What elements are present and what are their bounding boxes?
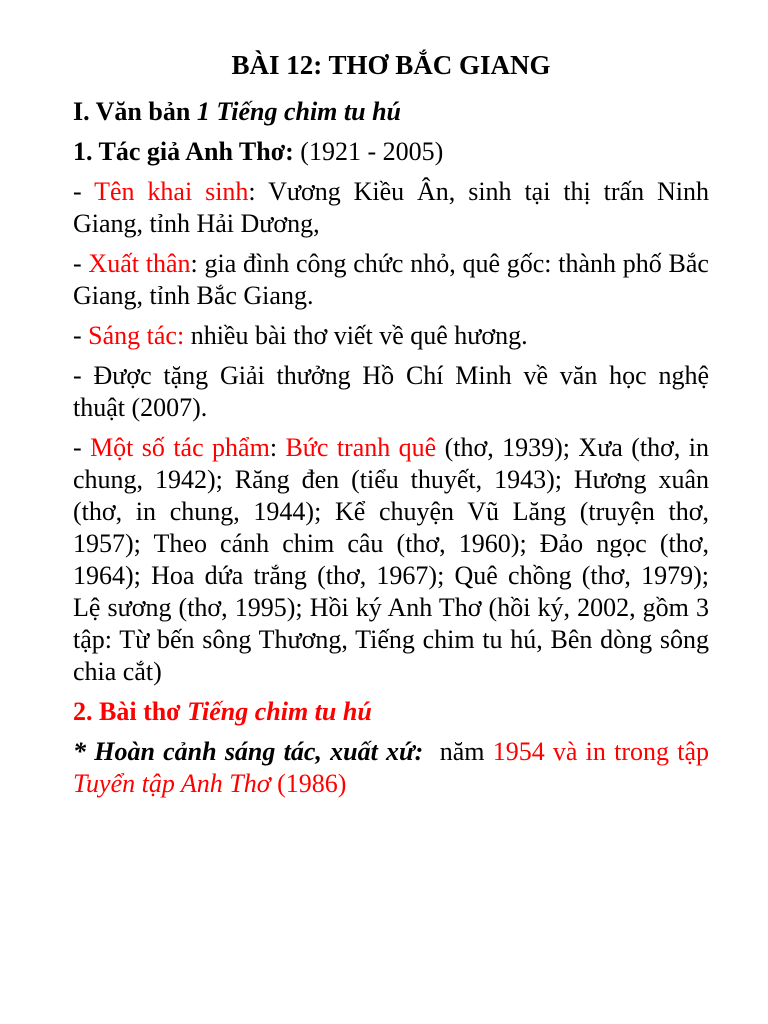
works-colon: : (269, 433, 286, 462)
origin-text: : gia đình công chức nhỏ, quê gốc: thành phố Bắc Giang, tỉnh Bắc Giang. (73, 249, 709, 310)
context-text2: tập (669, 737, 710, 766)
birth-name-item (73, 176, 709, 240)
dash: - (73, 249, 89, 278)
works-style-item (73, 320, 709, 352)
poem-prefix: 2. Bài thơ (73, 697, 188, 726)
works-item (73, 432, 709, 688)
context-label: * Hoàn cảnh sáng tác, xuất xứ: (73, 737, 424, 766)
origin-label: Xuất thân (88, 249, 191, 278)
birth-name-label: Tên khai sinh (94, 177, 249, 206)
context-text1: năm (423, 737, 493, 766)
author-heading (73, 136, 709, 168)
birth-name-text: : Vương Kiều Ân, sinh tại thị trấn Ninh Giang, tỉnh Hải Dương, (73, 177, 709, 238)
author-label: 1. Tác giả Anh Thơ: (73, 137, 294, 166)
context-item (73, 736, 709, 800)
section-title: 1 Tiếng chim tu hú (196, 97, 402, 126)
context-text3: (1986) (270, 769, 347, 798)
dash: - (73, 321, 89, 350)
dash: - (73, 433, 91, 462)
section-heading (73, 96, 709, 128)
first-work: Bức tranh quê (285, 433, 437, 462)
collection-title: Tuyển tập Anh Thơ (73, 769, 271, 798)
poem-title: Tiếng chim tu hú (187, 697, 372, 726)
poem-heading (73, 696, 709, 728)
document-page (73, 48, 709, 808)
works-style-text: nhiều bài thơ viết về quê hương. (184, 321, 528, 350)
origin-item (73, 248, 709, 312)
section-prefix: I. Văn bản (73, 97, 197, 126)
page-title: BÀI 12: THƠ BẮC GIANG (231, 50, 551, 80)
award-item: - Được tặng Giải thưởng Hồ Chí Minh về văn học nghệ thuật (2007). (73, 361, 709, 422)
works-label: Một số tác phẩm (90, 433, 270, 462)
author-years: (1921 - 2005) (293, 137, 444, 166)
works-style-label: Sáng tác: (88, 321, 185, 350)
dash: - (73, 177, 95, 206)
context-year: 1954 và in trong (492, 737, 670, 766)
works-text: (thơ, 1939); Xưa (thơ, in chung, 1942); Răng đen (tiểu thuyết, 1943); Hương xuân (thơ, in chung, 1944); Kể chuyện Vũ Lăng (truyện thơ, 1957); Theo cánh chim câu (thơ, 1960); Đảo ngọc (thơ, 1964); Hoa dứa trắng (thơ, 1967); Quê chồng (thơ, 1979); Lệ sương (thơ, 1995); Hồi ký Anh Thơ (hồi ký, 2002, gồm 3 tập: Từ bến sông Thương, Tiếng chim tu hú, Bên dòng sông chia cắt) (73, 433, 709, 686)
